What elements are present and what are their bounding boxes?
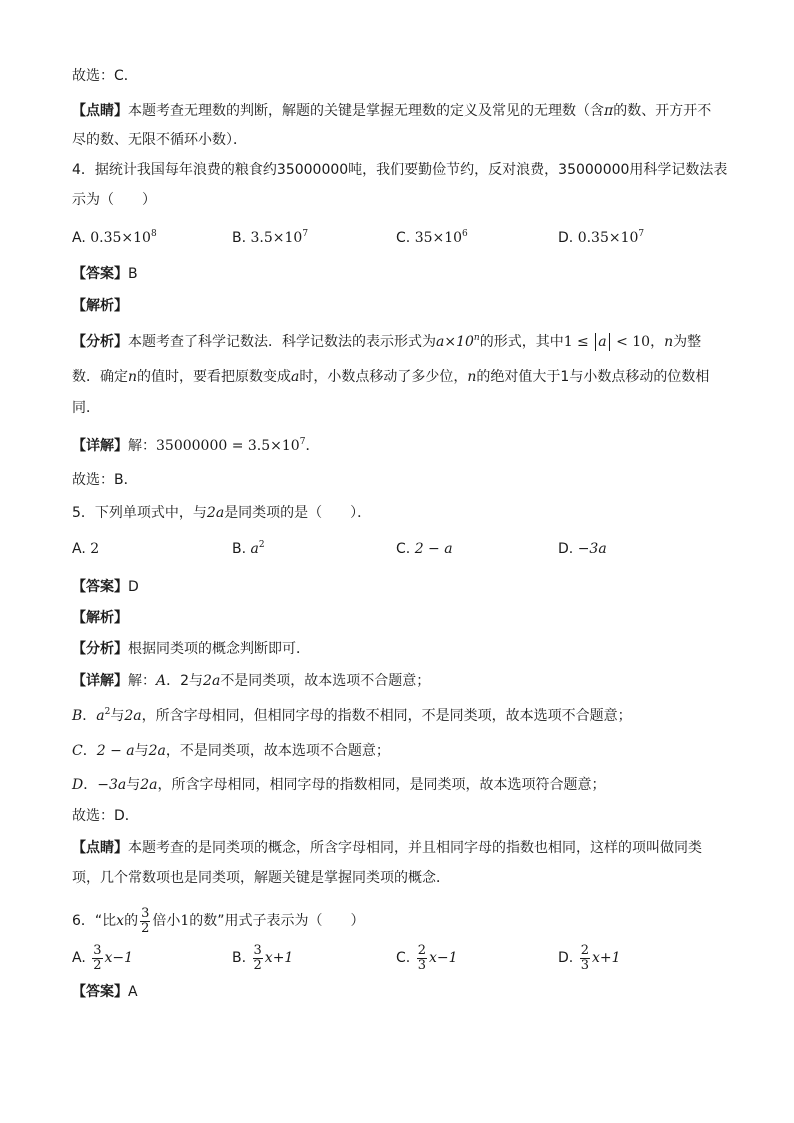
q5-comment-line-1: 【点睛】本题考查的是同类项的概念，所含字母相同，并且相同字母的指数也相同，这样的项叫做同类 [72, 840, 702, 856]
q5-comment-tag: 【点睛】 [72, 840, 128, 856]
q4-answer-line [72, 264, 138, 284]
q3-comment-tag: 【点睛】 [72, 103, 128, 119]
q6-option-b: B. $\frac{3}{2}$ x+1 [232, 942, 294, 973]
q5-answer-line [72, 577, 139, 597]
q3-comment-text-1: 本题考查无理数的判断，解题的关键是掌握无理数的定义及常见的无理数（含 [128, 103, 604, 119]
q6-stem: 6．“比x的 $\frac{3}{2}$ 倍小1的数”用式子表示为（ ） [72, 905, 365, 936]
q6-option-c: C. $\frac{2}{3}$ x−1 [396, 942, 458, 973]
q5-analysis-tag: 【解析】 [72, 610, 128, 626]
q6-answer-value: A [128, 984, 138, 1000]
q4-option-a: A. $0.35\times 10^8$ [72, 229, 157, 246]
q5-detail-c: C．2 − a与2a，不是同类项，故本选项不合题意； [72, 743, 390, 759]
q5-detail-tag: 【详解】 [72, 673, 128, 689]
q6-answer-line [72, 982, 138, 1002]
q6-option-a: A. $\frac{3}{2}$ x−1 [72, 942, 134, 973]
q5-detail-b: B．$a^2$与2a，所含字母相同，但相同字母的指数不相同，不是同类项，故本选项不合题意； [72, 707, 632, 724]
q5-answer-tag: 【答案】 [72, 579, 128, 595]
q3-comment-line-1 [72, 101, 711, 121]
q3-comment-line-2: 尽的数、无限不循环小数）． [72, 132, 247, 148]
q4-option-d: D. $0.35\times 10^7$ [558, 229, 645, 246]
q5-detail-d: D．−3a与2a，所含字母相同，相同字母的指数相同，是同类项，故本选项符合题意； [72, 777, 606, 793]
q5-option-d: D. −3a [558, 541, 607, 557]
q4-analysis-tag: 【解析】 [72, 298, 128, 314]
q5-options [72, 537, 732, 561]
q4-fenxi-tag: 【分析】 [72, 334, 128, 350]
q4-fenxi-line-3: 同． [72, 400, 100, 416]
q5-detail-a: 【详解】解：A．2与2a不是同类项，故本选项不合题意； [72, 673, 431, 689]
q6-option-d: D. $\frac{2}{3}$ x+1 [558, 942, 621, 973]
q6-stem-fraction: $\frac{3}{2}$ [141, 905, 150, 936]
q5-fenxi-tag: 【分析】 [72, 641, 128, 657]
q4-formula: $a\times 10^n$ [436, 333, 480, 350]
q4-stem-line-1: 4．据统计我国每年浪费的粮食约35000000吨，我们要勤俭节约，反对浪费，35000000用科学记数法表 [72, 162, 728, 178]
q3-choose-line: 故选：C． [72, 68, 138, 84]
q4-stem-line-2: 示为（ ） [72, 192, 156, 208]
q5-comment-line-2: 项，几个常数项也是同类项，解题关键是掌握同类项的概念． [72, 870, 450, 886]
q4-fenxi-line-1: 【分析】本题考查了科学记数法．科学记数法的表示形式为$a\times 10^n$的形式，其中1 ≤ a < 10，n为整 [72, 333, 702, 350]
q4-option-c: C. $35\times 10^6$ [396, 229, 468, 246]
q5-option-c: C. 2 − a [396, 541, 453, 557]
q4-choose-line: 故选：B． [72, 472, 138, 488]
q5-fenxi-line: 【分析】根据同类项的概念判断即可． [72, 641, 310, 657]
q4-answer-value: B [128, 266, 138, 282]
q6-answer-tag: 【答案】 [72, 984, 128, 1000]
q4-fenxi-line-2: 数．确定n的值时，要看把原数变成a时，小数点移动了多少位，n的绝对值大于1与小数点移动的位数相 [72, 369, 710, 385]
q4-detail-tag: 【详解】 [72, 438, 128, 454]
q3-comment-pi: π [604, 103, 614, 119]
q3-comment-text-2: 的数、开方开不 [613, 103, 712, 119]
q5-stem: 5．下列单项式中，与2a是同类项的是（ ）． [72, 505, 372, 521]
q4-options [72, 226, 732, 250]
q5-answer-value: D [128, 579, 139, 595]
q5-option-b: B. $a^2$ [232, 540, 265, 557]
q5-choose-line: 故选：D． [72, 808, 139, 824]
q4-option-b: B. $3.5\times 10^7$ [232, 229, 309, 246]
q4-detail-line: 【详解】解：$35000000 = 3.5\times 10^7$． [72, 437, 320, 454]
q5-option-a: A. 2 [72, 541, 100, 557]
q4-answer-tag: 【答案】 [72, 266, 128, 282]
q6-options [72, 938, 732, 978]
